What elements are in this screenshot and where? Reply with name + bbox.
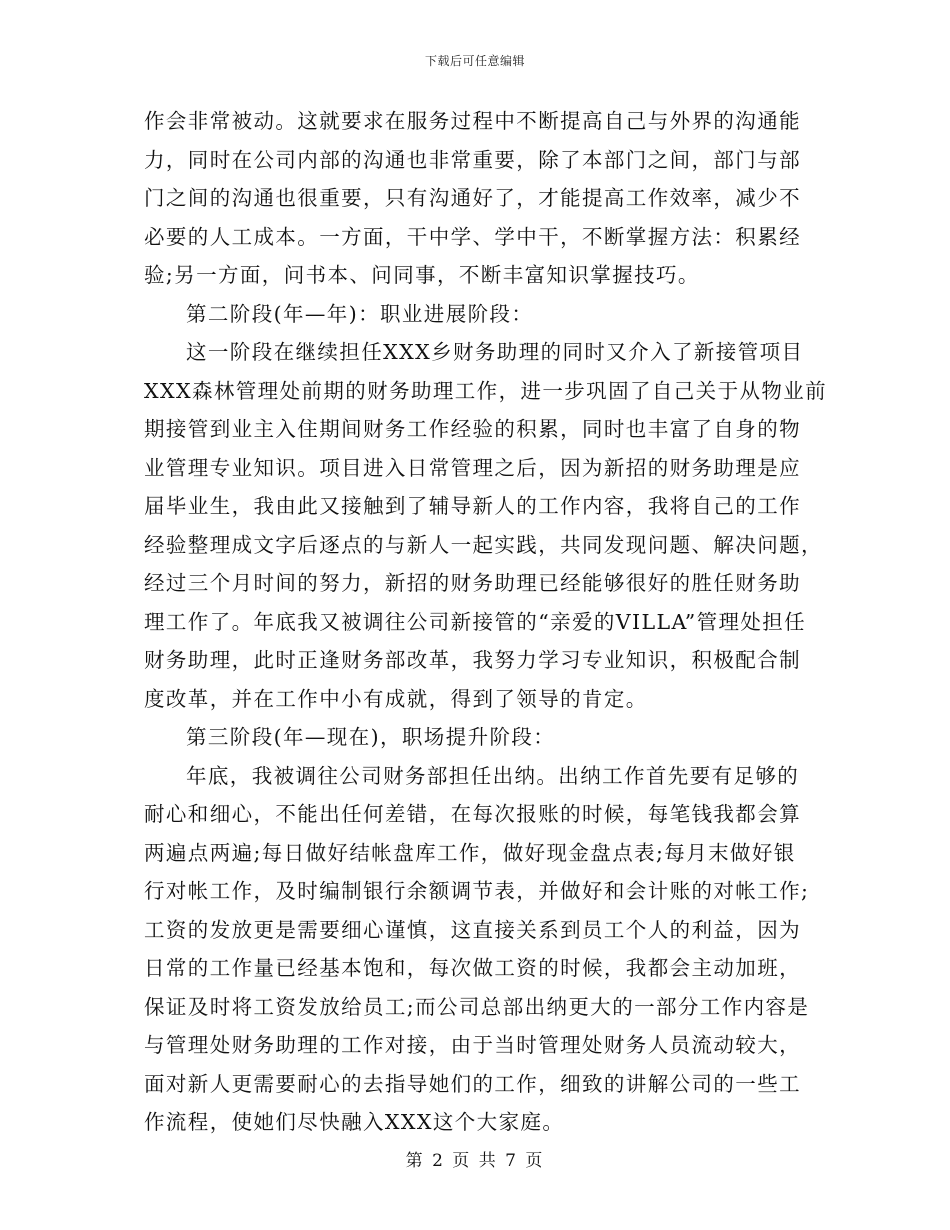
text-line: 面对新人更需要耐心的去指导她们的工作，细致的讲解公司的一些工 — [144, 1071, 801, 1096]
text-line: 经过三个月时间的努力，新招的财务助理已经能够很好的胜任财务助 — [144, 571, 801, 595]
text-line: 作流程，使她们尽快融入XXX这个大家庭。 — [144, 1110, 565, 1134]
page-header: 下载后可任意编辑 — [424, 54, 525, 68]
text-line: 经验整理成文字后逐点的与新人一起实践，共同发现问题、解决问题， — [144, 532, 823, 557]
text-line: 行对帐工作，及时编制银行余额调节表，并做好和会计账的对帐工作; — [144, 879, 810, 903]
text-line: 度改革，并在工作中小有成就，得到了领导的肯定。 — [144, 686, 648, 711]
text-line: 财务助理，此时正逢财务部改革，我努力学习专业知识，积极配合制 — [144, 648, 801, 672]
text-line: 门之间的沟通也很重要，只有沟通好了，才能提高工作效率，减少不 — [144, 186, 801, 210]
text-line: 作会非常被动。这就要求在服务过程中不断提高自己与外界的沟通能 — [144, 109, 801, 133]
text-line: 年底，我被调往公司财务部担任出纳。出纳工作首先要有足够的 — [186, 763, 800, 788]
page-number-footer: 第 2 页 共 7 页 — [405, 1151, 545, 1171]
text-line: 日常的工作量已经基本饱和，每次做工资的时候，我都会主动加班， — [144, 956, 801, 980]
text-line: 力，同时在公司内部的沟通也非常重要，除了本部门之间，部门与部 — [144, 147, 801, 172]
text-line: 两遍点两遍;每日做好结帐盘库工作，做好现金盘点表;每月末做好银 — [144, 840, 796, 865]
section-heading-stage-3: 第三阶段(年—现在)，职场提升阶段： — [186, 725, 556, 749]
text-line: 耐心和细心，不能出任何差错，在每次报账的时候，每笔钱我都会算 — [144, 802, 801, 826]
text-line: 与管理处财务助理的工作对接，由于当时管理处财务人员流动较大， — [144, 1033, 801, 1057]
text-line: 届毕业生，我由此又接触到了辅导新人的工作内容，我将自己的工作 — [144, 494, 801, 518]
text-line: 期接管到业主入住期间财务工作经验的积累，同时也丰富了自身的物 — [144, 417, 801, 441]
text-line: 这一阶段在继续担任XXX乡财务助理的同时又介入了新接管项目 — [186, 340, 804, 364]
text-line: 工资的发放更是需要细心谨慎，这直接关系到员工个人的利益，因为 — [144, 917, 801, 942]
text-line: 保证及时将工资发放给员工;而公司总部出纳更大的一部分工作内容是 — [144, 994, 810, 1019]
document-body — [144, 102, 828, 1142]
text-line: 必要的人工成本。一方面，干中学、学中干，不断掌握方法：积累经 — [144, 224, 801, 249]
section-heading-stage-2: 第二阶段(年—年)：职业进展阶段： — [186, 301, 534, 326]
text-line: 验;另一方面，问书本、问同事，不断丰富知识掌握技巧。 — [144, 263, 700, 287]
text-line: 理工作了。年底我又被调往公司新接管的“亲爱的VILLA”管理处担任 — [144, 609, 807, 634]
text-line: 业管理专业知识。项目进入日常管理之后，因为新招的财务助理是应 — [144, 455, 801, 480]
text-line: XXX森林管理处前期的财务助理工作，进一步巩固了自己关于从物业前 — [144, 378, 828, 403]
